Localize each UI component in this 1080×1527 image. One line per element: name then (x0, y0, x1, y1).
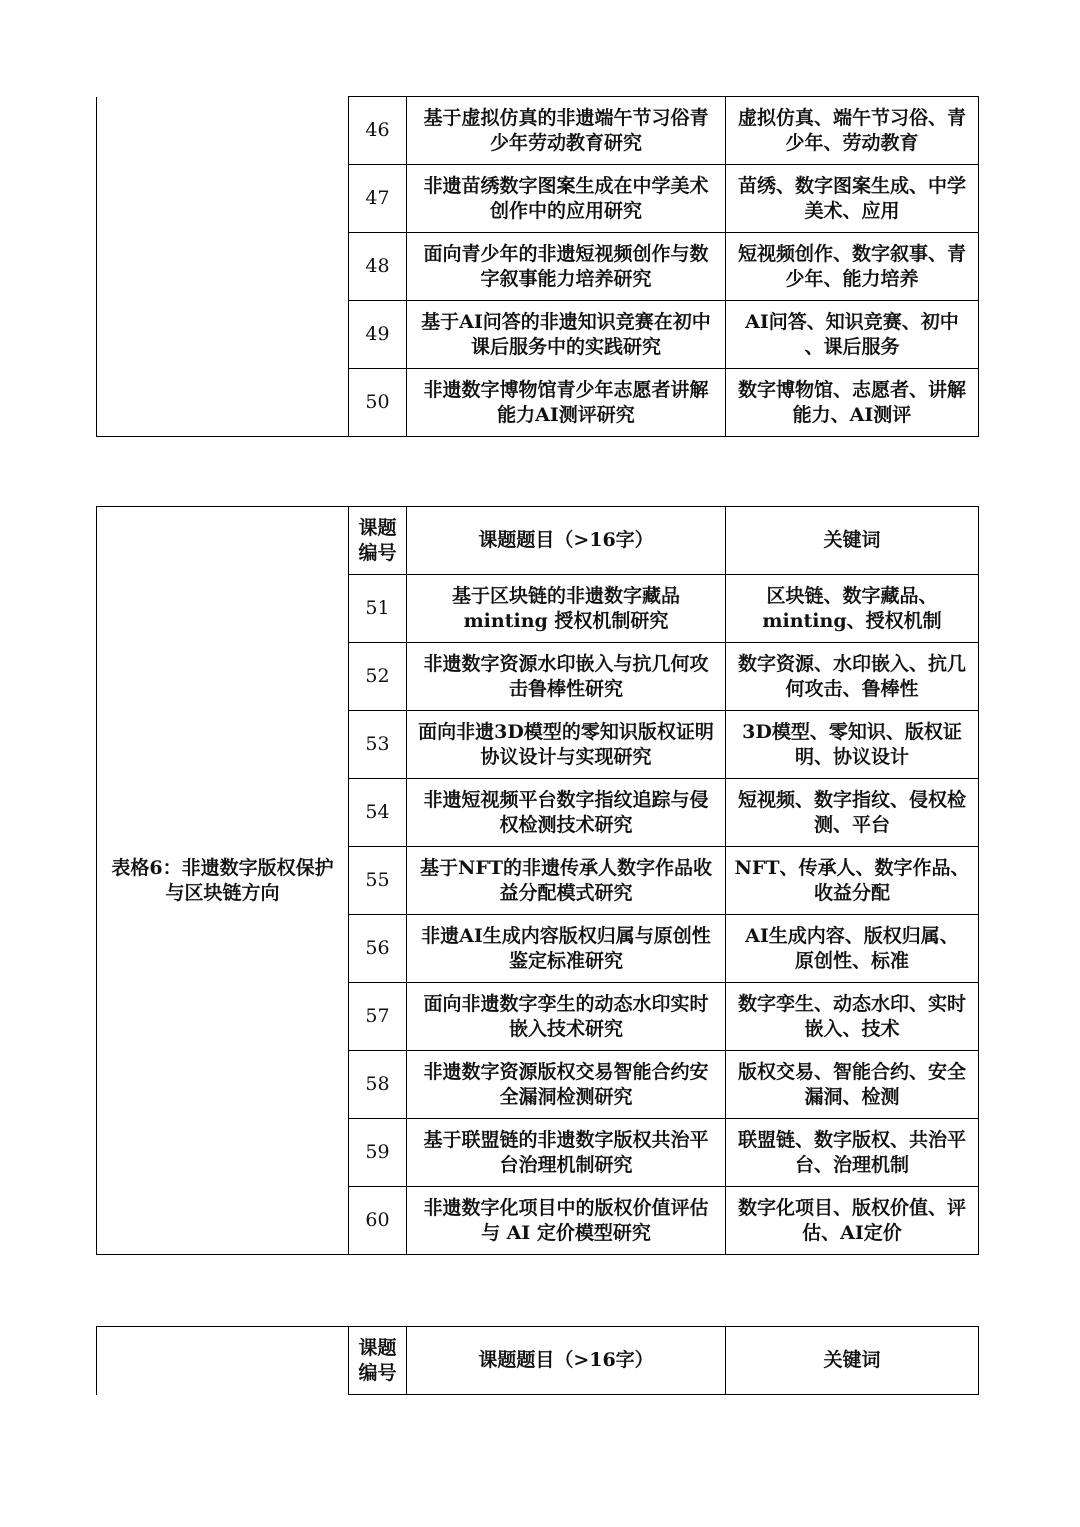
topic-number: 53 (349, 711, 407, 779)
keywords-line: AI生成内容、版权归属、 (745, 924, 959, 947)
keywords-line: 嵌入、技术 (804, 1017, 900, 1040)
header-topic-number: 课题 编号 (349, 1327, 407, 1395)
topic-title-line: 鉴定标准研究 (508, 949, 623, 972)
topic-keywords (726, 779, 979, 847)
topic-number: 55 (349, 847, 407, 915)
keywords-line: 数字孪生、动态水印、实时 (737, 992, 966, 1015)
topic-title-line: 基于NFT的非遗传承人数字作品收 (420, 856, 712, 879)
topic-number: 47 (349, 165, 407, 233)
keywords-line: 虚拟仿真、端午节习俗、青 (737, 106, 966, 129)
topic-title-line: 课后服务中的实践研究 (470, 335, 661, 358)
topic-keywords (726, 575, 979, 643)
topic-title-line: 少年劳动教育研究 (489, 131, 642, 154)
topic-keywords (726, 369, 979, 437)
topic-title (407, 575, 726, 643)
topic-title (407, 301, 726, 369)
category-cell (97, 507, 349, 1255)
topic-number: 48 (349, 233, 407, 301)
keywords-line: 联盟链、数字版权、共治平 (737, 1128, 966, 1151)
category-cell (97, 1327, 349, 1395)
table-6-digital-copyright-blockchain (96, 506, 979, 1255)
topic-title-line: 面向非遗数字孪生的动态水印实时 (423, 992, 709, 1015)
topic-title (407, 165, 726, 233)
topic-title-line: 字叙事能力培养研究 (480, 267, 652, 290)
topic-number: 49 (349, 301, 407, 369)
keywords-line: minting、授权机制 (762, 609, 942, 632)
topic-keywords (726, 233, 979, 301)
keywords-line: 收益分配 (813, 881, 890, 904)
topic-number: 46 (349, 97, 407, 165)
table-topics-continued (96, 96, 979, 437)
topic-number: 59 (349, 1119, 407, 1187)
keywords-line: 短视频、数字指纹、侵权检 (737, 788, 966, 811)
topic-title-line: minting 授权机制研究 (463, 609, 669, 632)
topic-title-line: 基于AI问答的非遗知识竞赛在初中 (421, 310, 711, 333)
keywords-line: 估、AI定价 (802, 1221, 902, 1244)
header-topic-title: 课题题目（>16字） (407, 1327, 726, 1395)
keywords-line: 苗绣、数字图案生成、中学 (737, 174, 966, 197)
category-cell (97, 97, 349, 437)
topic-keywords (726, 97, 979, 165)
topic-number: 56 (349, 915, 407, 983)
table-header-row (97, 1327, 979, 1395)
keywords-line: 数字化项目、版权价值、评 (737, 1196, 966, 1219)
category-line: 表格6：非遗数字版权保护 (111, 856, 334, 879)
keywords-line: 数字博物馆、志愿者、讲解 (737, 378, 966, 401)
header-topic-title: 课题题目（>16字） (407, 507, 726, 575)
keywords-line: 数字资源、水印嵌入、抗几 (737, 652, 966, 675)
keywords-line: 少年、劳动教育 (785, 131, 919, 154)
topic-number: 50 (349, 369, 407, 437)
topic-title-line: 非遗数字资源水印嵌入与抗几何攻 (423, 652, 709, 675)
topic-title-line: 非遗短视频平台数字指纹追踪与侵 (423, 788, 709, 811)
topic-keywords (726, 915, 979, 983)
topic-title-line: 非遗数字资源版权交易智能合约安 (423, 1060, 709, 1083)
topic-title (407, 97, 726, 165)
topic-keywords (726, 1119, 979, 1187)
keywords-line: 少年、能力培养 (785, 267, 919, 290)
keywords-line: 能力、AI测评 (792, 403, 912, 426)
topic-keywords (726, 1051, 979, 1119)
topic-title-line: 创作中的应用研究 (489, 199, 642, 222)
topic-title-line: 基于虚拟仿真的非遗端午节习俗青 (423, 106, 709, 129)
topic-number: 52 (349, 643, 407, 711)
topic-title-line: 非遗苗绣数字图案生成在中学美术 (423, 174, 709, 197)
topic-title-line: 益分配模式研究 (499, 881, 633, 904)
topic-title-line: 非遗AI生成内容版权归属与原创性 (421, 924, 711, 947)
topic-title (407, 779, 726, 847)
topic-title-line: 面向青少年的非遗短视频创作与数 (423, 242, 709, 265)
topic-title (407, 643, 726, 711)
topic-title (407, 915, 726, 983)
topic-title-line: 非遗数字博物馆青少年志愿者讲解 (423, 378, 709, 401)
keywords-line: 美术、应用 (804, 199, 900, 222)
topic-keywords (726, 847, 979, 915)
header-topic-number: 课题 编号 (349, 507, 407, 575)
topic-number: 54 (349, 779, 407, 847)
topic-title (407, 1119, 726, 1187)
topic-keywords (726, 643, 979, 711)
topic-title (407, 983, 726, 1051)
topic-title-line: 基于联盟链的非遗数字版权共治平 (423, 1128, 709, 1151)
keywords-line: 明、协议设计 (794, 745, 909, 768)
topic-title-line: 嵌入技术研究 (508, 1017, 623, 1040)
topic-title-line: 权检测技术研究 (499, 813, 633, 836)
topic-keywords (726, 711, 979, 779)
keywords-line: 短视频创作、数字叙事、青 (737, 242, 966, 265)
topic-title-line: 台治理机制研究 (499, 1153, 633, 1176)
topic-title-line: 全漏洞检测研究 (499, 1085, 633, 1108)
topic-keywords (726, 165, 979, 233)
keywords-line: AI问答、知识竞赛、初中 (745, 310, 959, 333)
keywords-line: 何攻击、鲁棒性 (785, 677, 919, 700)
table-header-row (97, 507, 979, 575)
topic-title (407, 233, 726, 301)
keywords-line: 区块链、数字藏品、 (766, 584, 938, 607)
topic-title (407, 847, 726, 915)
topic-keywords (726, 983, 979, 1051)
keywords-line: 漏洞、检测 (804, 1085, 900, 1108)
header-keywords: 关键词 (726, 1327, 979, 1395)
topic-title-line: 协议设计与实现研究 (480, 745, 652, 768)
topic-title-line: 能力AI测评研究 (497, 403, 635, 426)
table-row (97, 97, 979, 165)
topic-number: 60 (349, 1187, 407, 1255)
keywords-line: 原创性、标准 (794, 949, 909, 972)
topic-title-line: 非遗数字化项目中的版权价值评估 (423, 1196, 709, 1219)
topic-title (407, 1051, 726, 1119)
table-next-header (96, 1326, 979, 1395)
keywords-line: 测、平台 (813, 813, 890, 836)
topic-title-line: 击鲁棒性研究 (508, 677, 623, 700)
header-keywords: 关键词 (726, 507, 979, 575)
topic-number: 58 (349, 1051, 407, 1119)
category-line: 与区块链方向 (165, 881, 280, 904)
topic-keywords (726, 301, 979, 369)
keywords-line: 3D模型、零知识、版权证 (742, 720, 962, 743)
topic-number: 57 (349, 983, 407, 1051)
topic-title (407, 711, 726, 779)
topic-title (407, 1187, 726, 1255)
topic-title-line: 与 AI 定价模型研究 (481, 1221, 651, 1244)
topic-title (407, 369, 726, 437)
topic-title-line: 面向非遗3D模型的零知识版权证明 (418, 720, 714, 743)
keywords-line: 版权交易、智能合约、安全 (737, 1060, 966, 1083)
keywords-line: 、课后服务 (804, 335, 900, 358)
topic-title-line: 基于区块链的非遗数字藏品 (451, 584, 680, 607)
keywords-line: 台、治理机制 (794, 1153, 909, 1176)
topic-number: 51 (349, 575, 407, 643)
keywords-line: NFT、传承人、数字作品、 (734, 856, 970, 879)
topic-keywords (726, 1187, 979, 1255)
